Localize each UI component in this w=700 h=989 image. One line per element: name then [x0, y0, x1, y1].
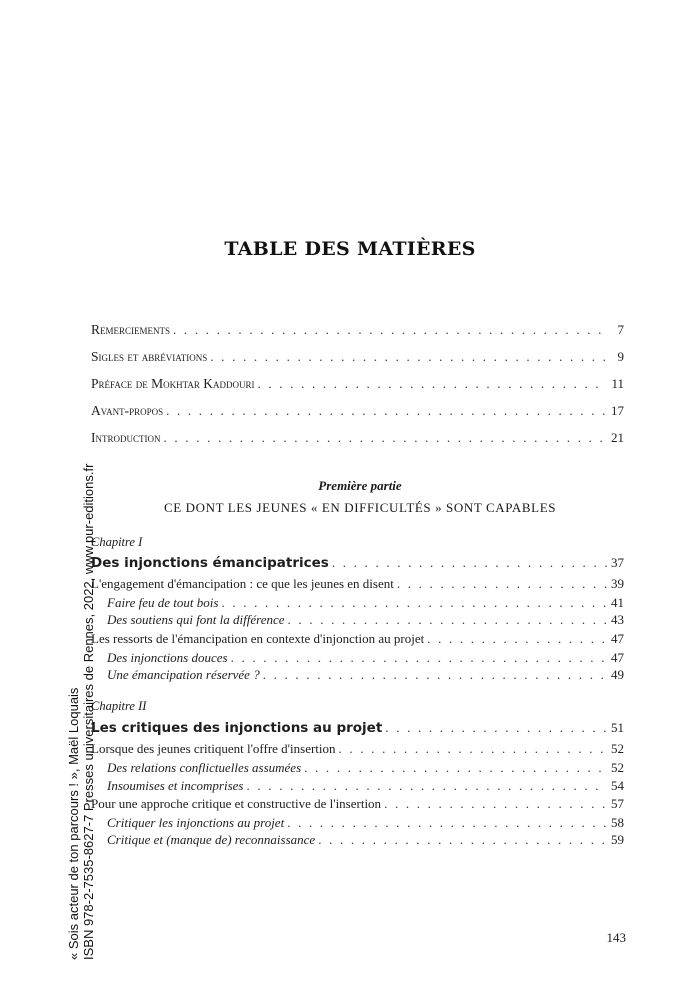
- dot-leader: [287, 815, 607, 831]
- toc-entry-label: Remerciements: [91, 322, 171, 337]
- sidenote-title-line: « Sois acteur de ton parcours ! », Maël Loquais: [66, 687, 81, 960]
- toc-entry-label: Des soutiens qui font la différence: [107, 612, 285, 627]
- dot-leader: [221, 595, 607, 611]
- dot-leader: [318, 832, 607, 848]
- toc-entry-label: Les ressorts de l'émancipation en contexte d'injonction au projet: [91, 631, 425, 646]
- toc-subsection[interactable]: [107, 595, 624, 611]
- toc-chapter-title[interactable]: [91, 555, 624, 571]
- dot-leader: [397, 576, 607, 592]
- dot-leader: [427, 631, 607, 647]
- toc-entry-page: 58: [611, 815, 624, 830]
- toc-entry-page: 47: [611, 650, 624, 665]
- toc-entry-remerciements[interactable]: [91, 322, 624, 338]
- toc-entry-label: Une émancipation réservée ?: [107, 667, 260, 682]
- toc-entry-avant-propos[interactable]: [91, 403, 624, 419]
- toc-entry-page: 21: [611, 430, 624, 445]
- toc-section[interactable]: [91, 741, 624, 757]
- dot-leader: [332, 555, 607, 571]
- toc-entry-label: L'engagement d'émancipation : ce que les jeunes en disent: [91, 576, 394, 591]
- toc-subsection[interactable]: [107, 650, 624, 666]
- toc-entry-label: Insoumises et incomprises: [107, 778, 244, 793]
- toc-section[interactable]: [91, 631, 624, 647]
- toc-entry-page: 57: [611, 796, 624, 811]
- toc-subsection[interactable]: [107, 760, 624, 776]
- toc-section[interactable]: [91, 796, 624, 812]
- dot-leader: [384, 796, 607, 812]
- dot-leader: [210, 349, 607, 365]
- chapter-label: Chapitre I: [91, 535, 143, 549]
- toc-entry-page: 9: [617, 349, 624, 364]
- dot-leader: [166, 403, 607, 419]
- toc-entry-label: Faire feu de tout bois: [107, 595, 219, 610]
- toc-entry-label: Des injonctions douces: [107, 650, 228, 665]
- toc-entry-page: 43: [611, 612, 624, 627]
- toc-entry-page: 47: [611, 631, 624, 646]
- dot-leader: [288, 612, 607, 628]
- toc-entry-label: Les critiques des injonctions au projet: [91, 720, 383, 736]
- toc-subsection[interactable]: [107, 667, 624, 683]
- toc-subsection[interactable]: [107, 612, 624, 628]
- dot-leader: [304, 760, 607, 776]
- toc-entry-label: Des injonctions émancipatrices: [91, 555, 329, 571]
- dot-leader: [173, 322, 607, 338]
- toc-entry-label: Avant-propos: [91, 403, 164, 418]
- toc-entry-label: Critique et (manque de) reconnaissance: [107, 832, 316, 847]
- toc-entry-page: 52: [611, 760, 624, 775]
- toc-subsection[interactable]: [107, 815, 624, 831]
- toc-entry-page: 49: [611, 667, 624, 682]
- toc-chapter-title[interactable]: [91, 720, 624, 736]
- toc-entry-page: 17: [611, 403, 624, 418]
- dot-leader: [164, 430, 608, 446]
- toc-entry-label: Introduction: [91, 430, 161, 445]
- toc-entry-label: Des relations conflictuelles assumées: [107, 760, 302, 775]
- dot-leader: [231, 650, 607, 666]
- toc-entry-label: Pour une approche critique et constructive de l'insertion: [91, 796, 382, 811]
- toc-entry-label: Critiquer les injonctions au projet: [107, 815, 285, 830]
- toc-entry-sigles[interactable]: [91, 349, 624, 365]
- dot-leader: [258, 376, 608, 392]
- toc-entry-page: 11: [611, 376, 624, 391]
- sidenote-isbn-line: ISBN 978-2-7535-8627-7 Presses universitaires de Rennes, 2022, www.pur-editions.fr: [81, 463, 96, 960]
- toc-entry-page: 54: [611, 778, 624, 793]
- toc-subsection[interactable]: [107, 778, 624, 794]
- toc-subsection[interactable]: [107, 832, 624, 848]
- toc-entry-label: Sigles et abréviations: [91, 349, 208, 364]
- chapter-label: Chapitre II: [91, 699, 147, 713]
- dot-leader: [247, 778, 608, 794]
- part-label: Première partie: [318, 478, 402, 493]
- part-title: CE DONT LES JEUNES « EN DIFFICULTÉS » SONT CAPABLES: [163, 500, 557, 515]
- toc-entry-page: 52: [611, 741, 624, 756]
- page-number: 143: [606, 930, 626, 945]
- dot-leader: [385, 720, 607, 736]
- toc-entry-page: 41: [611, 595, 624, 610]
- toc-entry-label: Lorsque des jeunes critiquent l'offre d'insertion: [91, 741, 336, 756]
- toc-entry-preface[interactable]: [91, 376, 624, 392]
- toc-entry-page: 7: [617, 322, 624, 337]
- toc-entry-introduction[interactable]: [91, 430, 624, 446]
- dot-leader: [339, 741, 607, 757]
- toc-section[interactable]: [91, 576, 624, 592]
- dot-leader: [263, 667, 607, 683]
- toc-entry-page: 37: [611, 555, 624, 570]
- page-title: TABLE DES MATIÈRES: [224, 238, 476, 260]
- toc-entry-page: 51: [611, 720, 624, 735]
- toc-entry-page: 59: [611, 832, 624, 847]
- toc-entry-page: 39: [611, 576, 624, 591]
- toc-entry-label: Préface de Mokhtar Kaddouri: [91, 376, 255, 391]
